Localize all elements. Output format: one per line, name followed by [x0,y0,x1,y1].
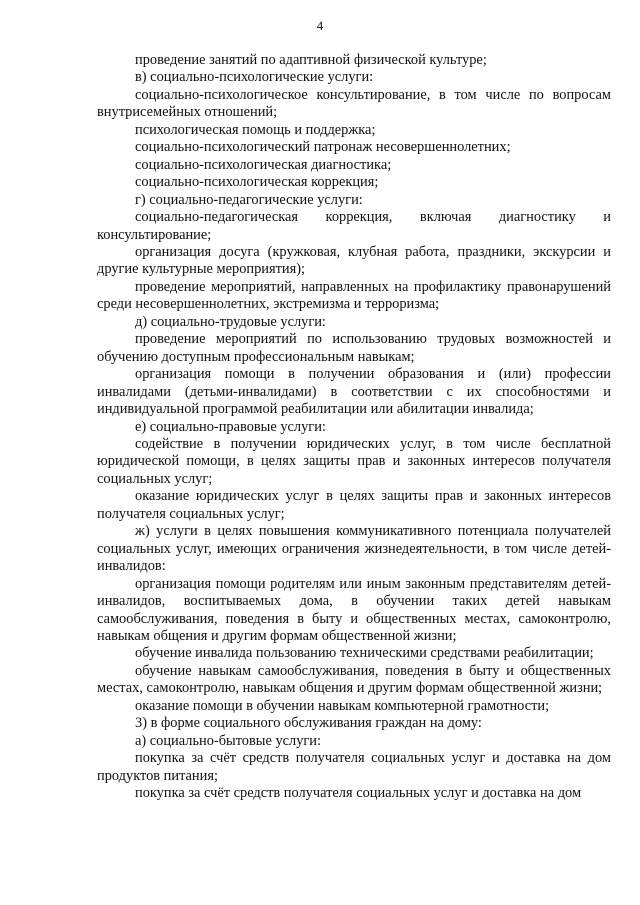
paragraph: социально-психологический патронаж несовершеннолетних; [135,139,511,156]
section-heading: г) социально-педагогические услуги: [135,191,363,208]
paragraph: покупка за счёт средств получателя социальных услуг и доставка на дом продуктов питания; [97,750,611,784]
paragraph: проведение мероприятий по использованию трудовых возможностей и обучению доступным профессиональным навыкам; [97,331,611,365]
paragraph: социально-педагогическая коррекция, включая диагностику и консультирование; [97,209,611,243]
paragraph: организация помощи в получении образования и (или) профессии инвалидами (детьми-инвалидами) в соответствии с их способностями и индивидуальной программой реабилитации или абилитации инвалида; [97,366,611,418]
document-body [97,52,611,802]
section-heading: а) социально-бытовые услуги: [135,732,322,749]
paragraph: обучение навыкам самообслуживания, поведения в быту и общественных местах, самоконтролю, навыкам общения и другим формам общественной жизни; [97,662,611,697]
section-heading: е) социально-правовые услуги: [135,418,326,435]
paragraph: проведение мероприятий, направленных на профилактику правонарушений среди несовершеннолетних, экстремизма и терроризма; [97,278,611,313]
section-heading: в) социально-психологические услуги: [135,69,374,86]
section-heading: 3) в форме социального обслуживания граждан на дому: [135,715,482,732]
paragraph: оказание помощи в обучении навыкам компьютерной грамотности; [135,697,550,714]
page-number: 4 [316,18,324,33]
section-heading: д) социально-трудовые услуги: [135,313,326,330]
paragraph: оказание юридических услуг в целях защиты прав и законных интересов получателя социальных услуг; [97,488,611,522]
paragraph: содействие в получении юридических услуг, в том числе бесплатной юридической помощи, в целях защиты прав и законных интересов получателя социальных услуг; [97,435,611,487]
paragraph: социально-психологическая диагностика; [135,156,392,173]
paragraph: психологическая помощь и поддержка; [135,121,376,138]
paragraph: социально-психологическое консультирование, в том числе по вопросам внутрисемейных отношений; [97,86,611,121]
paragraph: покупка за счёт средств получателя социальных услуг и доставка на дом [135,785,582,802]
paragraph: организация помощи родителям или иным законным представителям детей-инвалидов, воспитываемых дома, в обучении таких детей навыкам самообслуживания, поведения в быту и общественных местах, самоконтролю, навыкам общения и другим формам общественной жизни; [97,575,611,644]
paragraph: социально-психологическая коррекция; [135,174,379,191]
paragraph: организация досуга (кружковая, клубная работа, праздники, экскурсии и другие культурные мероприятия); [97,243,611,278]
paragraph: обучение инвалида пользованию техническими средствами реабилитации; [135,645,594,662]
paragraph: проведение занятий по адаптивной физической культуре; [135,52,487,68]
section-heading: ж) услуги в целях повышения коммуникативного потенциала получателей социальных услуг, имеющих ограничения жизнедеятельности, в том числе детей-инвалидов: [97,523,611,575]
